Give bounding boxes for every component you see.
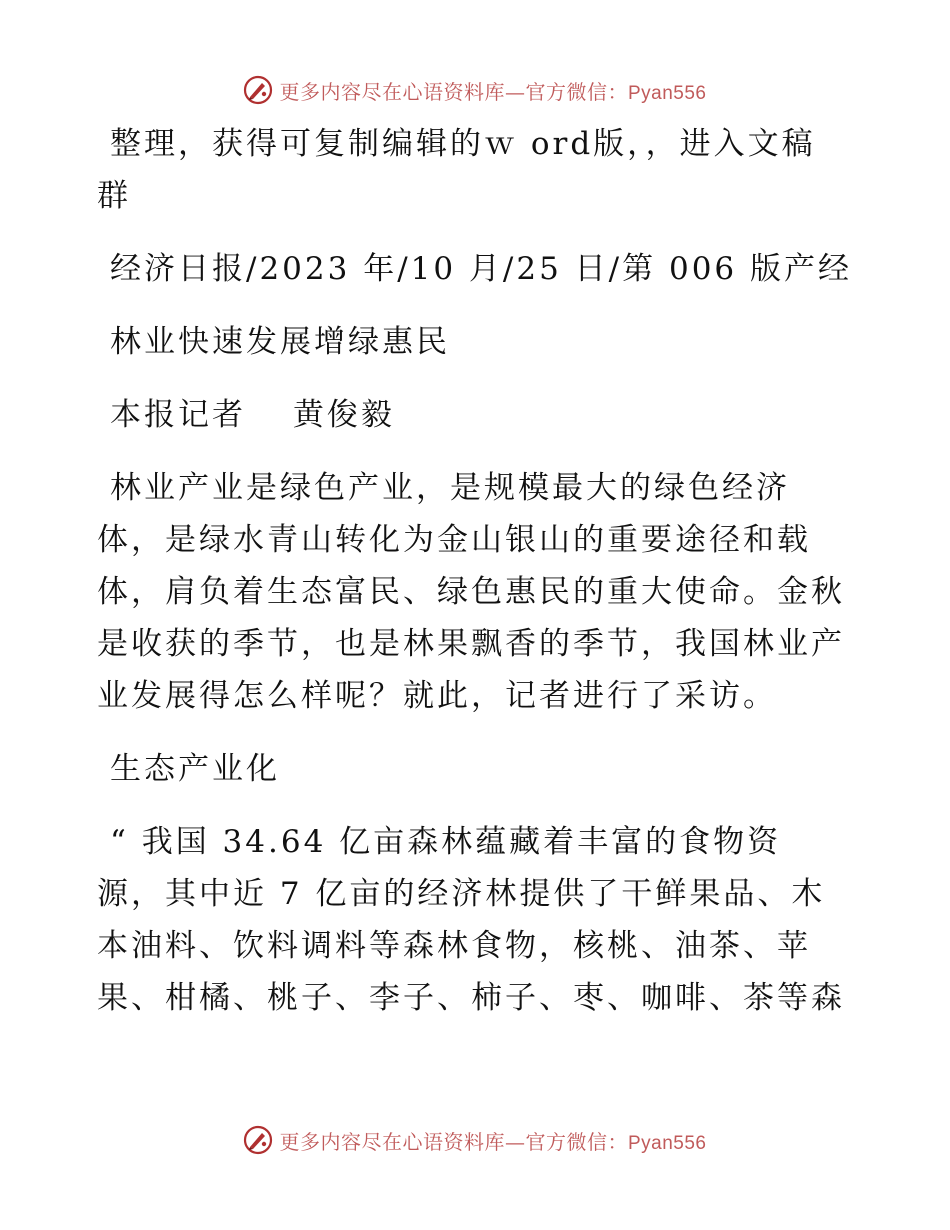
body-line: 体，肩负着生态富民、绿色惠民的重大使命。金秋 — [97, 574, 845, 610]
section-heading-paragraph — [97, 743, 852, 795]
pen-logo-icon — [243, 75, 273, 105]
watermark-row — [243, 75, 706, 105]
body-line: 是收获的季节，也是林果飘香的季节，我国林业产 — [97, 626, 845, 662]
body-line: 源，其中近 7 亿亩的经济林提供了干鲜果品、木 — [97, 876, 826, 912]
body-paragraph-1 — [97, 462, 852, 722]
intro-paragraph — [97, 118, 852, 222]
source-line: 经济日报/2023 年/10 月/25 日/第 006 版产经 — [110, 251, 853, 287]
body-line: 业发展得怎么样呢？就此，记者进行了采访。 — [97, 678, 777, 714]
byline-paragraph — [97, 389, 852, 441]
body-line: 林业产业是绿色产业，是规模最大的绿色经济 — [110, 470, 790, 506]
body-line: 本油料、饮料调料等森林食物，核桃、油茶、苹 — [97, 928, 811, 964]
intro-line: 群 — [97, 178, 131, 214]
body-line: 体，是绿水青山转化为金山银山的重要途径和载 — [97, 522, 811, 558]
headline-paragraph — [97, 316, 852, 368]
footer-watermark — [0, 1120, 950, 1160]
body-paragraph-2 — [97, 816, 852, 1024]
document-body — [97, 118, 852, 1045]
article-headline: 林业快速发展增绿惠民 — [110, 324, 450, 360]
watermark-row — [243, 1125, 706, 1155]
body-line: 果、柑橘、桃子、李子、柿子、枣、咖啡、茶等森 — [97, 980, 845, 1016]
watermark-text: 更多内容尽在心语资料库—官方微信：Pyan556 — [279, 1129, 707, 1154]
section-heading: 生态产业化 — [110, 751, 280, 787]
body-line: “ 我国 34.64 亿亩森林蕴藏着丰富的食物资 — [110, 824, 782, 860]
pen-logo-icon — [243, 1125, 273, 1155]
intro-line: 整理，获得可复制编辑的ｗ ord版，，进入文稿 — [110, 126, 816, 162]
header-watermark — [0, 70, 950, 110]
article-byline: 本报记者 黄俊毅 — [110, 397, 395, 433]
watermark-text: 更多内容尽在心语资料库—官方微信：Pyan556 — [279, 79, 707, 104]
source-paragraph — [97, 243, 852, 295]
